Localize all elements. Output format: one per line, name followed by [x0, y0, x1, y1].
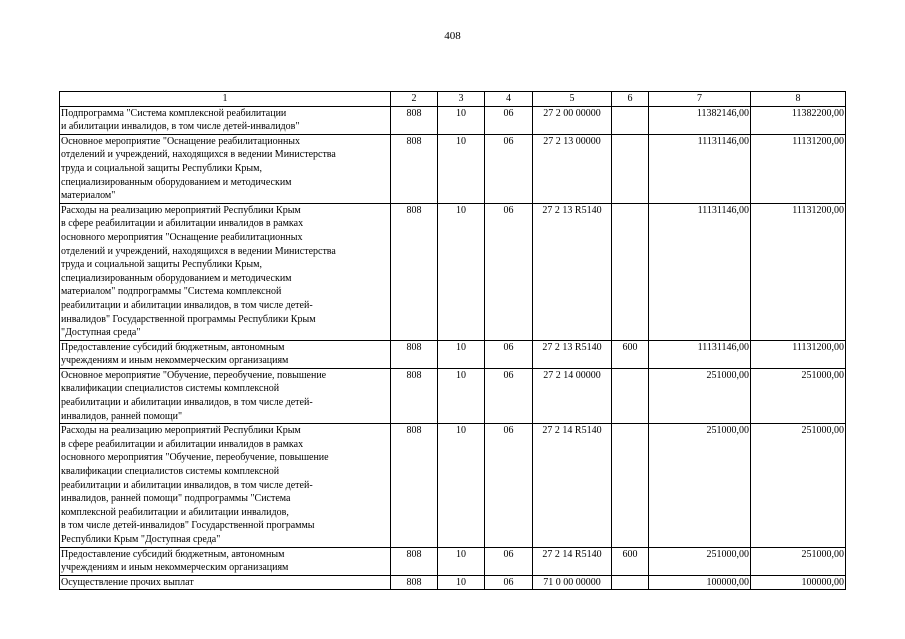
header-cell: 2 [391, 92, 438, 107]
ministry-code-cell: 808 [391, 575, 438, 590]
item-name-line: специализированным оборудованием и методическим [61, 272, 292, 284]
table-row [60, 134, 846, 203]
section-code-cell: 10 [438, 340, 485, 368]
item-name-line: в сфере реабилитации и абилитации инвалидов в рамках [61, 438, 304, 450]
table-row [60, 575, 846, 590]
item-name-line: Предоставление субсидий бюджетным, автономным [61, 341, 285, 353]
item-name-line: отделений и учреждений, находящихся в ведении Министерства [61, 245, 336, 257]
item-name-line: учреждениям и иным некоммерческим организациям [61, 355, 289, 367]
target-article-cell: 27 2 00 00000 [533, 106, 612, 134]
item-name-line: Основное мероприятие "Оснащение реабилитационных [61, 135, 301, 147]
target-article-cell: 27 2 14 R5140 [533, 424, 612, 547]
header-row [60, 92, 846, 107]
ministry-code-cell: 808 [391, 106, 438, 134]
item-name-line: специализированным оборудованием и методическим [61, 176, 292, 188]
item-name-line: труда и социальной защиты Республики Крым, [61, 259, 262, 271]
subsection-code-cell: 06 [485, 368, 533, 423]
item-name-cell [60, 134, 391, 203]
item-name-line: в сфере реабилитации и абилитации инвалидов в рамках [61, 218, 304, 230]
expense-type-cell [612, 134, 649, 203]
subsection-code-cell: 06 [485, 134, 533, 203]
expense-type-cell: 600 [612, 547, 649, 575]
ministry-code-cell: 808 [391, 203, 438, 340]
table-row [60, 547, 846, 575]
amount-year2-cell: 11131200,00 [751, 203, 846, 340]
item-name-line: материалом" [61, 190, 116, 202]
subsection-code-cell: 06 [485, 575, 533, 590]
amount-year1-cell: 100000,00 [649, 575, 751, 590]
header-cell: 3 [438, 92, 485, 107]
item-name-line: материалом" подпрограммы "Система комплексной [61, 286, 282, 298]
subsection-code-cell: 06 [485, 424, 533, 547]
target-article-cell: 27 2 14 00000 [533, 368, 612, 423]
item-name-line: отделений и учреждений, находящихся в ведении Министерства [61, 149, 336, 161]
header-cell: 6 [612, 92, 649, 107]
section-code-cell: 10 [438, 368, 485, 423]
expense-type-cell [612, 575, 649, 590]
section-code-cell: 10 [438, 203, 485, 340]
subsection-code-cell: 06 [485, 106, 533, 134]
expense-type-cell [612, 203, 649, 340]
subsection-code-cell: 06 [485, 203, 533, 340]
amount-year1-cell: 251000,00 [649, 424, 751, 547]
page-number: 408 [444, 30, 461, 42]
ministry-code-cell: 808 [391, 547, 438, 575]
item-name-cell [60, 203, 391, 340]
item-name-line: Осуществление прочих выплат [61, 576, 194, 588]
amount-year1-cell: 251000,00 [649, 547, 751, 575]
item-name-cell [60, 575, 391, 590]
table-row [60, 368, 846, 423]
ministry-code-cell: 808 [391, 368, 438, 423]
item-name-line: Предоставление субсидий бюджетным, автономным [61, 548, 285, 560]
ministry-code-cell: 808 [391, 134, 438, 203]
amount-year2-cell: 251000,00 [751, 424, 846, 547]
item-name-line: комплексной реабилитации и абилитации инвалидов, [61, 506, 289, 518]
expense-type-cell [612, 368, 649, 423]
item-name-line: реабилитации и абилитации инвалидов, в том числе детей- [61, 479, 313, 491]
amount-year2-cell: 11131200,00 [751, 134, 846, 203]
item-name-line: Расходы на реализацию мероприятий Республики Крым [61, 425, 301, 437]
item-name-line: Расходы на реализацию мероприятий Республики Крым [61, 204, 301, 216]
target-article-cell: 71 0 00 00000 [533, 575, 612, 590]
header-cell: 4 [485, 92, 533, 107]
item-name-line: в том числе детей-инвалидов" Государственной программы [61, 520, 315, 532]
item-name-line: инвалидов, ранней помощи" подпрограммы "Система [61, 493, 291, 505]
subsection-code-cell: 06 [485, 340, 533, 368]
amount-year2-cell: 11131200,00 [751, 340, 846, 368]
amount-year1-cell: 251000,00 [649, 368, 751, 423]
amount-year1-cell: 11382146,00 [649, 106, 751, 134]
item-name-line: инвалидов" Государственной программы Республики Крым [61, 313, 316, 325]
subsection-code-cell: 06 [485, 547, 533, 575]
header-cell: 5 [533, 92, 612, 107]
item-name-line: "Доступная среда" [61, 327, 141, 339]
item-name-line: основного мероприятия "Обучение, переобучение, повышение [61, 452, 329, 464]
item-name-line: Основное мероприятие "Обучение, переобучение, повышение [61, 369, 327, 381]
expense-type-cell [612, 424, 649, 547]
target-article-cell: 27 2 13 00000 [533, 134, 612, 203]
amount-year1-cell: 11131146,00 [649, 134, 751, 203]
header-cell: 1 [60, 92, 391, 107]
item-name-line: учреждениям и иным некоммерческим организациям [61, 562, 289, 574]
section-code-cell: 10 [438, 424, 485, 547]
table-body [60, 106, 846, 590]
table-row [60, 424, 846, 547]
table-row [60, 203, 846, 340]
section-code-cell: 10 [438, 575, 485, 590]
section-code-cell: 10 [438, 547, 485, 575]
header-cell: 7 [649, 92, 751, 107]
target-article-cell: 27 2 13 R5140 [533, 203, 612, 340]
item-name-line: реабилитации и абилитации инвалидов, в том числе детей- [61, 397, 313, 409]
item-name-line: инвалидов, ранней помощи" [61, 410, 183, 422]
amount-year2-cell: 251000,00 [751, 547, 846, 575]
item-name-line: квалификации специалистов системы комплексной [61, 466, 280, 478]
header-cell: 8 [751, 92, 846, 107]
item-name-cell [60, 368, 391, 423]
amount-year2-cell: 11382200,00 [751, 106, 846, 134]
item-name-cell [60, 547, 391, 575]
amount-year1-cell: 11131146,00 [649, 203, 751, 340]
item-name-line: основного мероприятия "Оснащение реабилитационных [61, 231, 303, 243]
item-name-line: труда и социальной защиты Республики Крым, [61, 162, 262, 174]
amount-year1-cell: 11131146,00 [649, 340, 751, 368]
item-name-line: квалификации специалистов системы комплексной [61, 383, 280, 395]
table-row [60, 106, 846, 134]
expense-type-cell [612, 106, 649, 134]
item-name-cell [60, 424, 391, 547]
expense-type-cell: 600 [612, 340, 649, 368]
ministry-code-cell: 808 [391, 340, 438, 368]
item-name-line: реабилитации и абилитации инвалидов, в том числе детей- [61, 299, 313, 311]
item-name-line: Республики Крым "Доступная среда" [61, 534, 221, 545]
budget-table [59, 91, 846, 590]
table-row [60, 340, 846, 368]
amount-year2-cell: 100000,00 [751, 575, 846, 590]
item-name-cell [60, 340, 391, 368]
target-article-cell: 27 2 13 R5140 [533, 340, 612, 368]
item-name-line: и абилитации инвалидов, в том числе детей-инвалидов" [61, 121, 300, 133]
item-name-cell [60, 106, 391, 134]
ministry-code-cell: 808 [391, 424, 438, 547]
section-code-cell: 10 [438, 106, 485, 134]
amount-year2-cell: 251000,00 [751, 368, 846, 423]
target-article-cell: 27 2 14 R5140 [533, 547, 612, 575]
item-name-line: Подпрограмма "Система комплексной реабилитации [61, 107, 287, 119]
section-code-cell: 10 [438, 134, 485, 203]
